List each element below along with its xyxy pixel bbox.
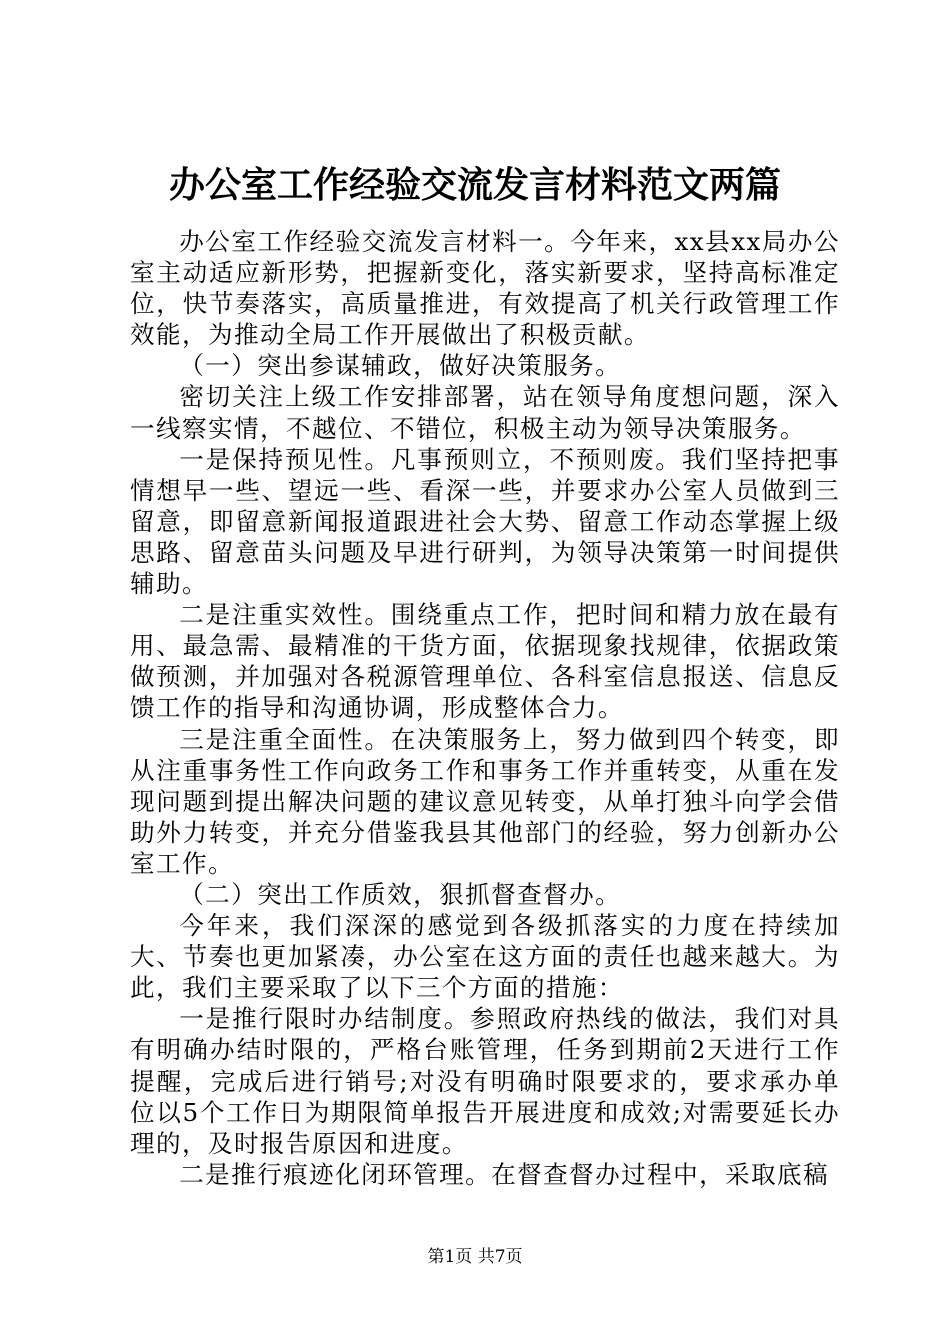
paragraph: 一是推行限时办结制度。参照政府热线的做法，我们对具有明确办结时限的，严格台账管理，任务到期前2天进行工作提醒，完成后进行销号;对没有明确时限要求的，要求承办单位以5个工作日为期限简单报告开展进度和成效;对需要延长办理的，及时报告原因和进度。 <box>130 1004 840 1158</box>
paragraph: 今年来，我们深深的感觉到各级抓落实的力度在持续加大、节奏也更加紧凑，办公室在这方面的责任也越来越大。为此，我们主要采取了以下三个方面的措施： <box>130 911 840 1003</box>
paragraph: 密切关注上级工作安排部署，站在领导角度想问题，深入一线察实情，不越位、不错位，积极主动为领导决策服务。 <box>130 382 840 443</box>
section-heading-1: （一）突出参谋辅政，做好决策服务。 <box>179 351 622 381</box>
paragraph: 三是注重全面性。在决策服务上，努力做到四个转变，即从注重事务性工作向政务工作和事务工作并重转变，从重在发现问题到提出解决问题的建议意见转变，从单打独斗向学会借助外力转变，并充分借鉴我县其他部门的经验，努力创新办公室工作。 <box>130 724 840 878</box>
page-footer: 第1页 共7页 <box>427 1247 523 1267</box>
document-title: 办公室工作经验交流发言材料范文两篇 <box>168 164 781 206</box>
document-body <box>130 226 840 1190</box>
paragraph: 二是注重实效性。围绕重点工作，把时间和精力放在最有用、最急需、最精准的干货方面，依据现象找规律，依据政策做预测，并加强对各税源管理单位、各科室信息报送、信息反馈工作的指导和沟通协调，形成整体合力。 <box>130 600 840 723</box>
paragraph-intro: 办公室工作经验交流发言材料一。今年来，xx县xx局办公室主动适应新形势，把握新变化，落实新要求，坚持高标准定位，快节奏落实，高质量推进，有效提高了机关行政管理工作效能，为推动全局工作开展做出了积极贡献。 <box>130 227 840 350</box>
paragraph: 二是推行痕迹化闭环管理。在督查督办过程中，采取底稿 <box>179 1159 830 1189</box>
paragraph: 一是保持预见性。凡事预则立，不预则废。我们坚持把事情想早一些、望远一些、看深一些，并要求办公室人员做到三留意，即留意新闻报道跟进社会大势、留意工作动态掌握上级思路、留意苗头问题及早进行研判，为领导决策第一时间提供辅助。 <box>130 444 840 599</box>
section-heading-2: （二）突出工作质效，狠抓督查督办。 <box>179 879 622 909</box>
